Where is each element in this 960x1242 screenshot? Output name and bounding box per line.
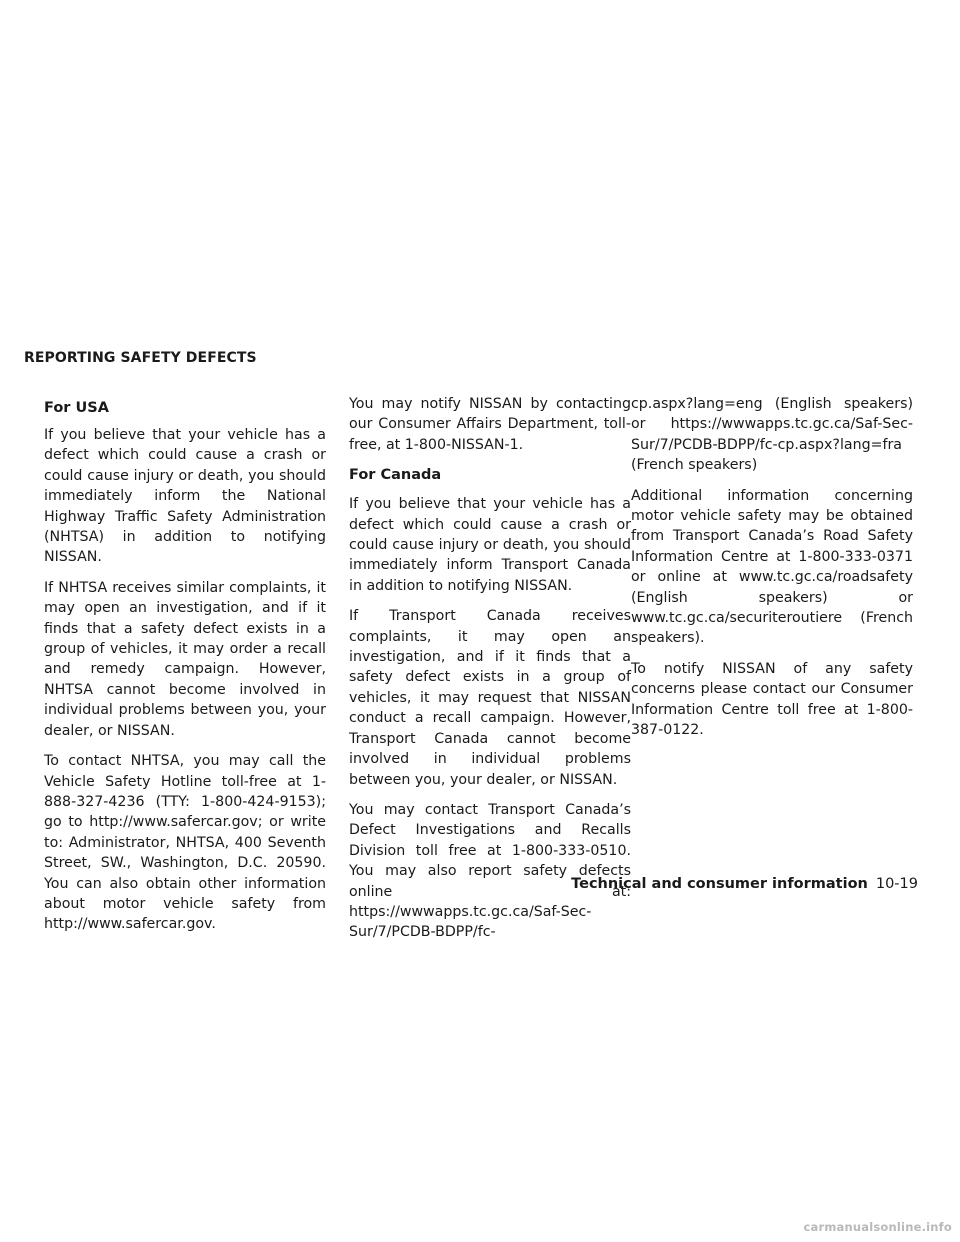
paragraph: If NHTSA receives similar complaints, it may open an investigation, and if it finds that a safety defect exists in a group of vehicles, it may order a recall and remedy campaign. However, NHTSA cannot become involved in individual problems between you, your dealer, or NISSAN.: [44, 579, 326, 739]
heading-for-canada: For Canada: [349, 467, 442, 484]
paragraph: To notify NISSAN of any safety concerns please contact our Consumer Information Centre toll free at 1-800-387-0122.: [631, 660, 913, 739]
paragraph: If you believe that your vehicle has a defect which could cause a crash or could cause injury or death, you should immediately inform Transport Canada in addition to notifying NISSAN.: [349, 496, 631, 594]
paragraph: Additional information concerning motor vehicle safety may be obtained from Transport Canada’s Road Safety Information Centre at 1-800-333-0371 or online at www.tc.gc.ca/roadsafety (English speakers) or www.tc.gc.ca/securiteroutiere (French speakers).: [631, 487, 913, 647]
paragraph: If you believe that your vehicle has a defect which could cause a crash or could cause injury or death, you should immediately inform the National Highway Traffic Safety Administration (NHTSA) in addition to notifying NISSAN.: [44, 427, 326, 566]
watermark: carmanualsonline.info: [803, 1220, 952, 1234]
heading-for-usa: For USA: [44, 400, 109, 416]
section-title: REPORTING SAFETY DEFECTS: [24, 350, 257, 366]
column-1: [44, 398, 326, 945]
paragraph: If Transport Canada receives complaints, it may open an investigation, and if it finds that a safety defect exists in a group of vehicles, it may request that NISSAN conduct a recall campaign. However, Transport Canada cannot become involved in individual problems between you, your dealer, or NISSAN.: [349, 608, 631, 788]
page-number: 10-19: [875, 876, 918, 892]
paragraph: You may contact Transport Canada’s Defect Investigations and Recalls Division toll free at 1-800-333-0510. You may also report safety defects online at: https://wwwapps.tc.gc.ca/Saf-Sec-Sur/7/PCDB-BDPP/fc-: [349, 801, 631, 941]
footer-section-title: Technical and consumer information: [571, 876, 868, 892]
paragraph: cp.aspx?lang=eng (English speakers) or https://wwwapps.tc.gc.ca/Saf-Sec-Sur/7/PCDB-BDPP/fc-cp.aspx?lang=fra (French speakers): [631, 396, 913, 474]
column-2: [349, 394, 631, 953]
paragraph: To contact NHTSA, you may call the Vehicle Safety Hotline toll-free at 1-888-327-4236 (TTY: 1-800-424-9153); go to http://www.safercar.gov; or write to: Administrator, NHTSA, 400 Seventh Street, SW., Washington, D.C. 20590. You can also obtain other information about motor vehicle safety from http://www.safercar.gov.: [44, 753, 326, 933]
page-footer: [571, 876, 918, 892]
paragraph: You may notify NISSAN by contacting our Consumer Affairs Department, toll-free, at 1-800-NISSAN-1.: [349, 396, 631, 453]
column-3: [631, 394, 913, 751]
